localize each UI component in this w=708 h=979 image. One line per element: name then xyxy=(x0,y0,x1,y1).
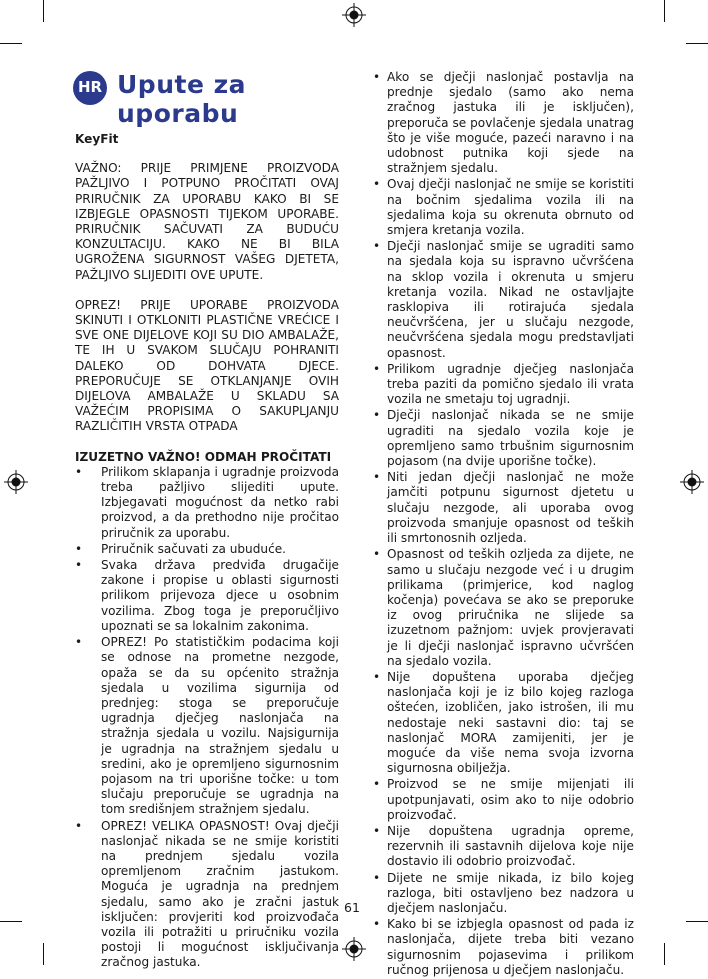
list-item: • Nije dopuštena uporaba dječjeg naslonjača koji je iz bilo kojeg razloga oštećen, izobličen, jako istrošen, ili mu nedostaje neki sastavni dio: taj se naslonjač MORA zamijeniti, jer je moguće da više nema svoja izvorna sigurnosna obilježja. xyxy=(373,670,634,776)
registration-mark-icon xyxy=(680,470,704,494)
right-column xyxy=(373,70,634,979)
crop-mark xyxy=(0,43,22,44)
list-item: • Dječji naslonjač nikada se ne smije ugraditi na sjedalo vozila koje je opremljeno samo trbušnim sigurnosnim pojasom (na dvije uporišne točke). xyxy=(373,408,634,469)
list-item: • Svaka država predviđa drugačije zakone i propise u oblasti sigurnosti prilikom prijevoza djece u osobnim vozilima. Zbog toga je preporučljivo upoznati se sa lokalnim zakonima. xyxy=(87,558,339,634)
list-item: • OPREZ! VELIKA OPASNOST! Ovaj dječji naslonjač nikada se ne smije koristiti na prednjem sjedalu vozila opremljenom zračnim jastukom. Moguća je ugradnja na prednjem sjedalu, samo ako je zračni jastuk isključen: provjeriti kod proizvođača vozila ili potražiti u priručniku vozila postoji li mogućnost isključivanja zračnog jastuka. xyxy=(87,819,339,971)
crop-mark xyxy=(664,943,665,965)
list-item: • Priručnik sačuvati za ubuduće. xyxy=(87,542,339,557)
left-column xyxy=(75,70,339,972)
language-badge: HR xyxy=(73,71,107,105)
crop-mark xyxy=(43,943,44,965)
intro-paragraph: VAŽNO: PRIJE PRIMJENE PROIZVODA PAŽLJIVO I POTPUNO PROČITATI OVAJ PRIRUČNIK ZA UPORABU KAKO BI SE IZBJEGLE OPASNOSTI TIJEKOM UPORABE. PRIRUČNIK SAČUVATI ZA BUDUĆU KONZULTACIJU. KAKO NE BI BILA UGROŽENA SIGURNOST VAŠEG DJETETA, PAŽLJIVO SLIJEDITI OVE UPUTE. xyxy=(75,161,339,282)
list-item: • Ako se dječji naslonjač postavlja na prednje sjedalo (samo ako nema zračnog jastuka ili je isključen), preporuča se povlačenje sjedala unatrag što je više moguće, pazeći naravno i na udobnost putnika koji sjede na stražnjem sjedalu. xyxy=(373,70,634,176)
crop-mark xyxy=(664,0,665,22)
crop-mark xyxy=(0,921,22,922)
list-item: • Prilikom sklapanja i ugradnje proizvoda treba pažljivo slijediti upute. Izbjegavati mogućnost da netko rabi proizvod, a da prethodno nije pročitao priručnik za uporabu. xyxy=(87,465,339,541)
title-row xyxy=(75,70,339,128)
brand-name: KeyFit xyxy=(75,132,119,146)
crop-mark xyxy=(43,0,44,22)
left-bullet-list xyxy=(87,465,339,971)
page-number: 61 xyxy=(344,900,360,915)
crop-mark xyxy=(686,921,708,922)
list-item: • Ovaj dječji naslonjač ne smije se koristiti na bočnim sjedalima vozila ili na sjedalima koja su okrenuta obrnuto od smjera kretanja vozila. xyxy=(373,177,634,238)
warning-heading: IZUZETNO VAŽNO! ODMAH PROČITATI xyxy=(75,449,332,464)
list-item: • Dječji naslonjač smije se ugraditi samo na sjedala koja su ispravno učvršćena na sklop vozila i okrenuta u smjeru kretanja vozila. Nikad ne ostavljajte rasklopiva ili rotirajuća sjedala neučvršćena, jer u slučaju nezgode, neučvršćena sjedala mogu predstavljati opasnost. xyxy=(373,239,634,361)
list-item: • Nije dopuštena ugradnja opreme, rezervnih ili sastavnih dijelova koje nije dostavio ili odobrio proizvođač. xyxy=(373,824,634,870)
intro-paragraph: OPREZ! PRIJE UPORABE PROIZVODA SKINUTI I OTKLONITI PLASTIČNE VREĆICE I SVE ONE DIJELOVE KOJI SU DIO AMBALAŽE, TE IH U SVAKOM SLUČAJU POHRANITI DALEKO OD DOHVATA DJECE. PREPORUČUJE SE OTKLANJANJE OVIH DIJELOVA AMBALAŽE U SKLADU SA VAŽEĆIM PROPISIMA O SAKUPLJANJU RAZLIČITIH VRSTA OTPADA xyxy=(75,297,339,434)
list-item: • Prilikom ugradnje dječjeg naslonjača treba paziti da pomično sjedalo ili vrata vozila ne smetaju toj ugradnji. xyxy=(373,362,634,408)
registration-mark-icon xyxy=(342,3,366,27)
list-item: • Kako bi se izbjegla opasnost od pada iz naslonjača, dijete treba biti vezano sigurnosnim pojasevima i prilikom ručnog prijenosa u dječjem naslonjaču. xyxy=(373,917,634,978)
crop-mark xyxy=(686,43,708,44)
list-item: • OPREZ! Po statističkim podacima koji se odnose na prometne nezgode, opaža se da su općenito stražnja sjedala u vozilima sigurnija od prednjeg: stoga se preporučuje ugradnja dječjeg naslonjača na stražnja sjedala u vozilu. Najsigurnija je ugradnja na stražnjem sjedalu u sredini, ako je opremljeno sigurnosnim pojasom na tri uporišne točke: u tom slučaju preporučuje se ugradnja na tom središnjem stražnjem sjedalu. xyxy=(87,635,339,817)
registration-mark-icon xyxy=(4,470,28,494)
page-title: Upute za uporabu xyxy=(117,70,247,128)
registration-mark-icon xyxy=(342,937,366,961)
list-item: • Niti jedan dječji naslonjač ne može jamčiti potpunu sigurnost djetetu u slučaju nezgode, ali uporaba ovog proizvoda smanjuje opasnost od teških ili smrtonosnih ozljeda. xyxy=(373,470,634,546)
list-item: • Opasnost od teških ozljeda za dijete, ne samo u slučaju nezgode već i u drugim prilikama (primjerice, kod naglog kočenja) povećava se ako se preporuke iz ovog priručnika ne slijede sa izuzetnom pažnjom: uvjek provjeravati je li dječji naslonjač ispravno učvršćen na sjedalo vozila. xyxy=(373,547,634,669)
right-bullet-list xyxy=(373,70,634,978)
list-item: • Proizvod se ne smije mijenjati ili upotpunjavati, osim ako to nije odobrio proizvođač. xyxy=(373,777,634,823)
list-item: • Dijete ne smije nikada, iz bilo kojeg razloga, biti ostavljeno bez nadzora u dječjem naslonjaču. xyxy=(373,871,634,917)
